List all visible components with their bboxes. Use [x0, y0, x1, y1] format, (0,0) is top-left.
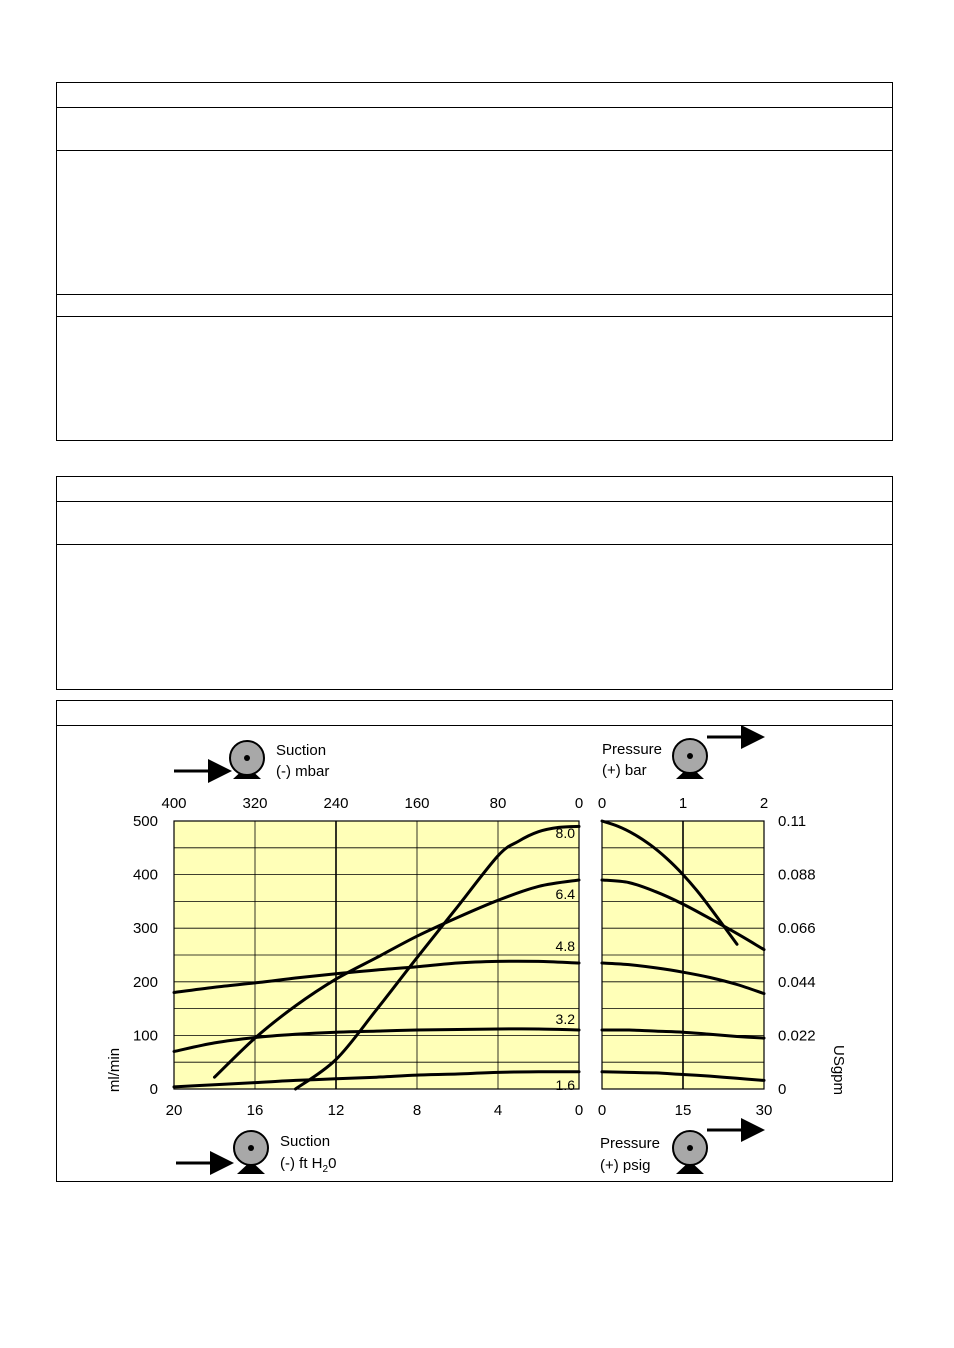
pressure-top-label-2: (+) bar [602, 762, 647, 779]
pump-icon [673, 739, 707, 779]
pressure-top-label-1: Pressure [602, 741, 663, 758]
pressure-bottom-pump [600, 1130, 759, 1174]
suction-bottom-sub: 2 [322, 1164, 329, 1175]
suction-bottom-label-2a: (-) ft H [280, 1155, 323, 1172]
series-label-3-2: 3.2 [555, 1011, 575, 1027]
x-bottom-tick: 15 [674, 1102, 692, 1119]
x-bottom-tick: 16 [246, 1102, 264, 1119]
y-left-tick: 300 [132, 920, 158, 938]
suction-bottom-label-3: 0 [328, 1155, 337, 1172]
x-top-tick: 0 [574, 795, 584, 812]
x-top-tick: 160 [404, 795, 430, 812]
series-label-4-8: 4.8 [555, 938, 575, 954]
y-right-tick: 0.022 [778, 1027, 816, 1045]
right-y-axis-label: USgpm [830, 1044, 847, 1096]
y-right-tick: 0.11 [778, 813, 807, 830]
x-bottom-tick: 12 [327, 1102, 345, 1119]
suction-top-label-2: (-) mbar [276, 763, 330, 780]
suction-top-pump [174, 741, 329, 780]
pump-icon [234, 1131, 268, 1174]
x-top-tick: 2 [759, 795, 769, 812]
y-right-tick: 0 [778, 1081, 787, 1098]
x-bottom-tick: 30 [755, 1102, 773, 1119]
y-left-tick: 500 [132, 813, 158, 830]
series-label-6-4: 6.4 [555, 886, 575, 902]
pump-icon [673, 1131, 707, 1174]
x-top-tick: 0 [597, 795, 607, 812]
y-left-tick: 400 [132, 866, 158, 884]
series-label-1-6: 1.6 [555, 1077, 575, 1093]
pressure-top-pump [602, 737, 759, 779]
x-bottom-tick: 0 [597, 1102, 607, 1119]
pressure-bottom-label-2: (+) psig [600, 1157, 651, 1174]
y-right-tick: 0.088 [778, 866, 816, 884]
x-top-tick: 240 [323, 795, 349, 812]
suction-bottom-label-1: Suction [280, 1133, 331, 1150]
suction-bottom-label-2 [280, 1155, 336, 1175]
y-left-tick: 0 [149, 1081, 158, 1098]
y-right-tick: 0.044 [778, 973, 816, 991]
x-bottom-tick: 8 [412, 1102, 422, 1119]
series-label-8-0: 8.0 [555, 825, 575, 841]
pressure-bottom-label-1: Pressure [600, 1135, 661, 1152]
x-top-tick: 400 [161, 795, 187, 812]
suction-bottom-pump [176, 1131, 336, 1175]
y-left-tick: 100 [132, 1027, 158, 1045]
suction-top-label-1: Suction [276, 742, 327, 759]
x-bottom-tick: 0 [574, 1102, 584, 1119]
y-left-tick: 200 [132, 973, 158, 991]
x-top-tick: 80 [489, 795, 507, 812]
x-top-tick: 1 [678, 795, 688, 812]
x-bottom-tick: 4 [493, 1102, 503, 1119]
left-y-axis-label: ml/min [106, 1047, 123, 1093]
y-right-tick: 0.066 [778, 920, 816, 938]
x-bottom-tick: 20 [165, 1102, 183, 1119]
pump-icon [230, 741, 264, 779]
x-top-tick: 320 [242, 795, 268, 812]
